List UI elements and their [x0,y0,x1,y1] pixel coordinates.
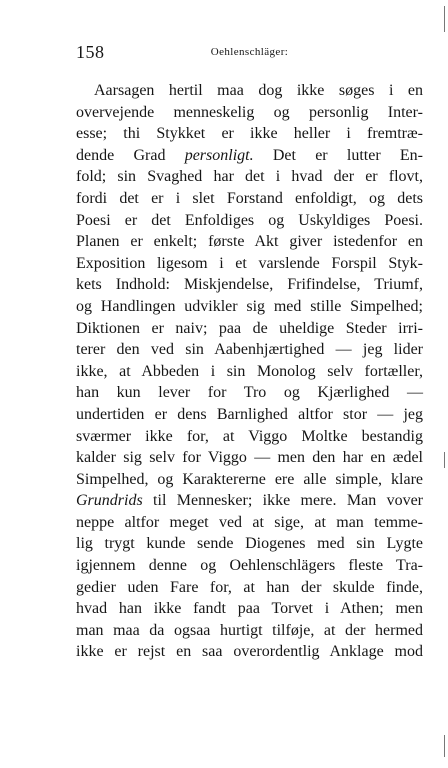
italic-word: Grundrids [76,492,143,510]
text-line: Poesi er det Enfoldiges og Uskyldiges Poesi. [76,211,423,229]
text-fragment: dende Grad [76,146,185,164]
text-line [76,490,423,512]
text-fragment: Det er lutter En- [253,146,424,164]
text-line: igjennem denne og Oehlenschlägers fleste Tra- [76,557,423,575]
text-line: fordi det er i slet Forstand enfoldigt, og dets [76,189,423,207]
text-line: han kun lever for Tro og Kjærlighed — [76,384,423,402]
text-line: man maa da ogsaa hurtigt tilføje, at der hermed [76,621,423,639]
text-line: gedier uden Fare for, at han der skulde finde, [76,578,423,596]
text-line: Exposition ligesom i et varslende Forspil Styk- [76,254,423,272]
margin-mark [444,452,445,468]
page-number: 158 [76,42,105,62]
text-line: undertiden er dens Barnlighed altfor stor — jeg [76,405,423,423]
text-line: Diktionen er naiv; paa de uheldige Steder irri- [76,319,423,337]
text-line: sværmer ikke for, at Viggo Moltke bestandig [76,427,423,445]
text-line: Planen er enkelt; første Akt giver istedenfor en [76,233,423,251]
text-line: hvad han ikke fandt paa Torvet i Athen; men [76,600,423,618]
text-line: Simpelhed, og Karaktererne ere alle simple, klare [76,470,423,488]
text-line: kets Indhold: Miskjendelse, Frifindelse, Triumf, [76,276,423,294]
text-line [76,145,423,167]
margin-mark [444,6,445,32]
text-line: og Handlingen udvikler sig med stille Simpelhed; [76,297,423,315]
text-line: neppe altfor meget ved at sige, at man temme- [76,513,423,531]
text-line: Aarsagen hertil maa dog ikke søges i en [94,82,423,99]
text-line: ikke, at Abbeden i sin Monolog selv fortæller, [76,362,423,380]
text-fragment: til Mennesker; ikke mere. Man vover [142,492,423,510]
body-paragraph [76,80,423,663]
italic-word: personligt. [184,146,254,164]
text-line: kalder sig selv for Viggo — men den har en ædel [76,449,423,467]
text-line: ikke er rejst en saa overordentlig Anklage mod [76,643,423,661]
text-line: lig trygt kunde sende Diogenes med sin Lygte [76,535,423,553]
text-line: terer den ved sin Aabenhjærtighed — jeg lider [76,341,423,359]
text-line: overvejende menneskelig og personlig Inter- [76,103,423,121]
text-line: esse; thi Stykket er ikke heller i fremtræ- [76,125,423,143]
margin-mark [444,735,445,757]
text-line: fold; sin Svaghed har det i hvad der er flovt, [76,168,423,186]
page-header [76,42,423,62]
running-head: Oehlenschläger: [210,46,289,58]
